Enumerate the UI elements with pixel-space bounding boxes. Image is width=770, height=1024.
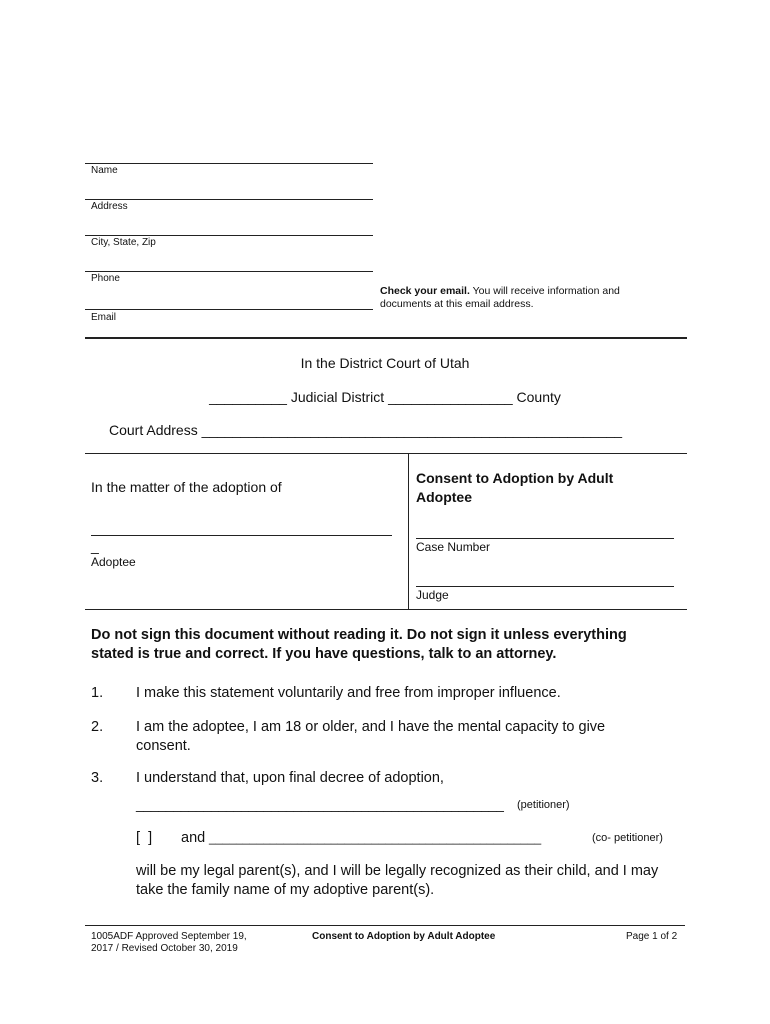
item-1-number: 1. bbox=[91, 685, 104, 701]
petitioner-label: (petitioner) bbox=[517, 799, 570, 811]
co-petitioner-name-line[interactable]: _________________________________________________ bbox=[209, 831, 542, 845]
adoption-matter-label: In the matter of the adoption of bbox=[91, 479, 282, 495]
email-notice-bold: Check your email. bbox=[380, 285, 470, 297]
court-address-line[interactable]: Court Address ______________________________________________________ bbox=[109, 422, 623, 438]
header-separator bbox=[85, 337, 687, 339]
court-title: In the District Court of Utah bbox=[300, 355, 470, 371]
email-label: Email bbox=[91, 312, 117, 323]
item-3-text: I understand that, upon final decree of adoption, bbox=[136, 770, 444, 786]
item-2-text: I am the adoptee, I am 18 or older, and I have the mental capacity to give consent. bbox=[136, 719, 606, 754]
case-number-label: Case Number bbox=[416, 540, 491, 554]
co-petitioner-label: (co- petitioner) bbox=[592, 832, 663, 844]
footer-form-info: 1005ADF Approved September 19, 2017 / Revised October 30, 2019 bbox=[91, 931, 247, 954]
caption-top-border bbox=[85, 453, 687, 454]
email-notice-text: You will receive information and documents at this email address. bbox=[380, 285, 620, 310]
petitioner-name-line[interactable]: _________________________________________________ bbox=[136, 797, 504, 812]
email-line[interactable] bbox=[85, 309, 373, 310]
and-label: and bbox=[181, 830, 206, 846]
judge-line[interactable] bbox=[416, 586, 674, 587]
email-notice bbox=[380, 285, 665, 311]
co-petitioner-checkbox[interactable]: [ ] bbox=[136, 830, 153, 846]
footer-page-number: Page 1 of 2 bbox=[626, 931, 678, 942]
name-line[interactable] bbox=[85, 163, 373, 164]
city-state-zip-label: City, State, Zip bbox=[91, 237, 156, 248]
item-3-number: 3. bbox=[91, 770, 104, 786]
caption-bottom-border bbox=[85, 609, 687, 610]
item-2-number: 2. bbox=[91, 719, 104, 735]
item-1-text: I make this statement voluntarily and free from improper influence. bbox=[136, 685, 561, 701]
legal-parent-statement: will be my legal parent(s), and I will be legally recognized as their child, and I may take the family name of my adoptive parent(s). bbox=[136, 863, 659, 898]
warning-text: Do not sign this document without reading it. Do not sign it unless everything stated is true and correct. If you have questions, talk to an attorney. bbox=[91, 627, 627, 662]
footer-title: Consent to Adoption by Adult Adoptee bbox=[312, 931, 496, 942]
footer-separator bbox=[85, 925, 685, 926]
caption-divider bbox=[408, 453, 409, 610]
form-title: Consent to Adoption by Adult Adoptee bbox=[416, 470, 614, 505]
adoptee-underscore-tail: _ bbox=[91, 538, 99, 554]
phone-label: Phone bbox=[91, 273, 120, 284]
case-number-line[interactable] bbox=[416, 538, 674, 539]
judge-label: Judge bbox=[416, 588, 449, 602]
district-county-line[interactable]: __________ Judicial District ________________ County bbox=[209, 389, 561, 405]
address-line[interactable] bbox=[85, 199, 373, 200]
phone-line[interactable] bbox=[85, 271, 373, 272]
adoptee-name-line[interactable] bbox=[91, 535, 392, 536]
name-label: Name bbox=[91, 165, 118, 176]
address-label: Address bbox=[91, 201, 128, 212]
adoptee-label: Adoptee bbox=[91, 555, 136, 569]
city-state-zip-line[interactable] bbox=[85, 235, 373, 236]
